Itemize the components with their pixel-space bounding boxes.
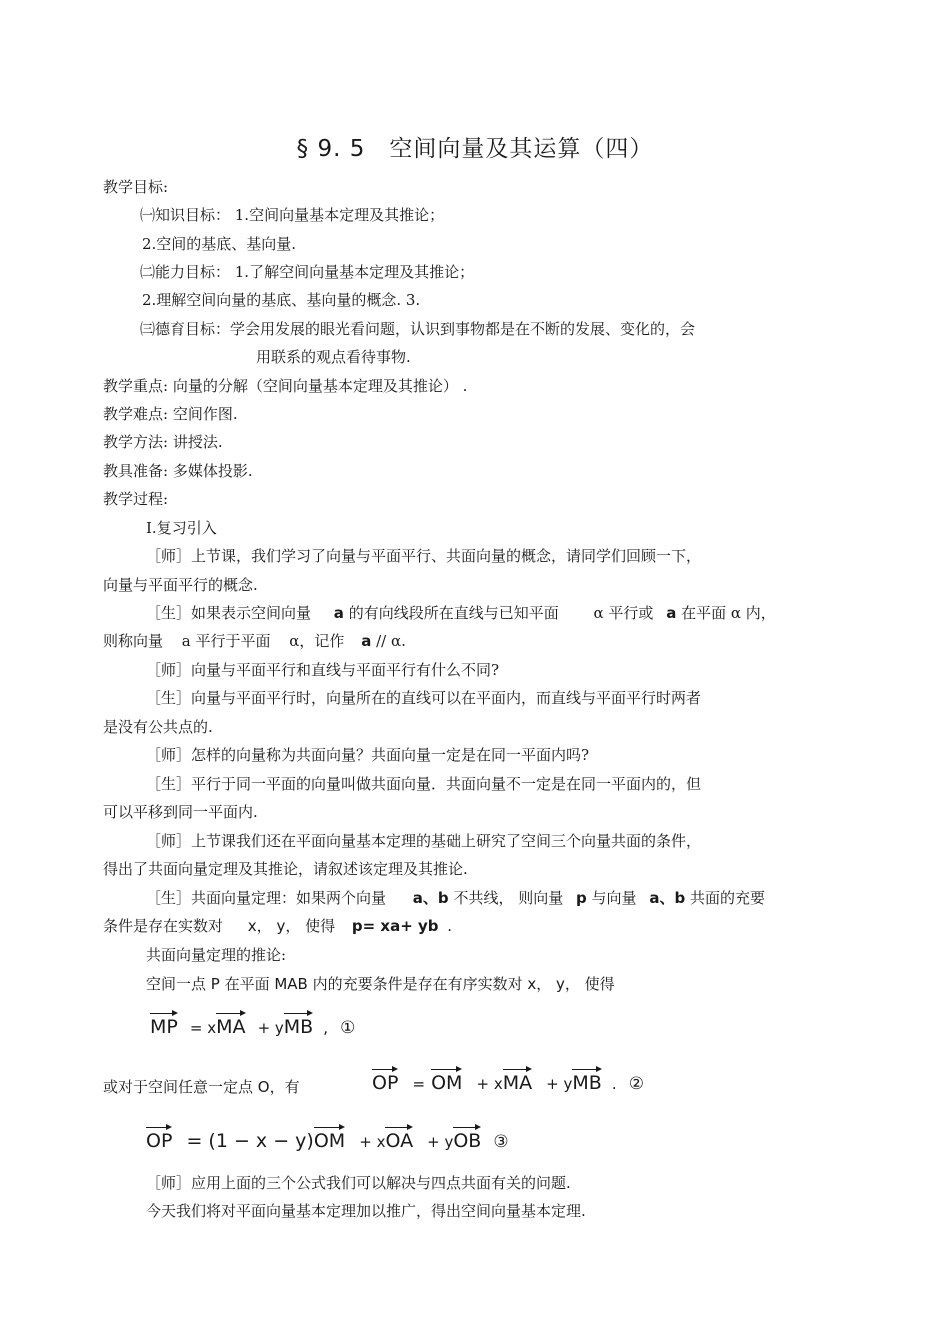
moral-objective-1: ㈢德育目标：学会用发展的眼光看问题，认识到事物都是在不断的发展、变化的，会 bbox=[140, 320, 696, 338]
text-segment: 的有向线段所在直线与已知平面 bbox=[348, 604, 559, 622]
vector-a-bold: a bbox=[666, 604, 677, 622]
formula-1 bbox=[150, 1016, 355, 1038]
text-segment: x， y， 使得 bbox=[247, 917, 336, 935]
vector-mb: MB bbox=[283, 1016, 314, 1038]
teacher-line-1b: 向量与平面平行的概念. bbox=[103, 576, 258, 594]
moral-objective-2: 用联系的观点看待事物. bbox=[256, 348, 411, 366]
formula-punctuation: . bbox=[611, 1075, 617, 1093]
student-line-1b bbox=[103, 630, 406, 652]
text-segment: 不共线， 则向量 bbox=[453, 889, 564, 907]
closing-line: 今天我们将对平面向量基本定理加以推广，得出空间向量基本定理. bbox=[146, 1202, 586, 1220]
coplanar-formula: p= xa+ yb bbox=[351, 917, 439, 935]
teacher-line-5: ［师］应用上面的三个公式我们可以解决与四点共面有关的问题. bbox=[146, 1174, 571, 1192]
student-line-3b: 可以平移到同一平面内. bbox=[103, 803, 258, 821]
teaching-focus: 教学重点: 向量的分解（空间向量基本定理及其推论） . bbox=[103, 377, 468, 395]
vector-a-bold: a bbox=[361, 632, 372, 650]
vector-a-bold: a bbox=[333, 604, 344, 622]
formula-operator: + y bbox=[546, 1075, 573, 1093]
formula-operator: + y bbox=[257, 1019, 284, 1037]
equation-number: ② bbox=[628, 1074, 644, 1094]
teaching-process: 教学过程: bbox=[103, 490, 169, 508]
vector-om: OM bbox=[313, 1130, 346, 1152]
text-segment: a 平行于平面 bbox=[181, 632, 271, 650]
text-segment: // α. bbox=[376, 632, 406, 650]
text-segment: 与向量 bbox=[591, 889, 637, 907]
student-line-4b bbox=[103, 915, 452, 937]
vector-ma: MA bbox=[216, 1016, 246, 1038]
student-line-1a bbox=[146, 602, 776, 624]
text-segment: 条件是存在实数对 bbox=[103, 917, 224, 935]
formula-operator: = (1 − x − y) bbox=[186, 1130, 314, 1152]
vector-ob: OB bbox=[453, 1130, 482, 1152]
teaching-method: 教学方法: 讲授法. bbox=[103, 433, 223, 451]
vector-oa: OA bbox=[385, 1130, 414, 1152]
teacher-line-2: ［师］向量与平面平行和直线与平面平行有什么不同? bbox=[146, 661, 500, 679]
formula-operator: + x bbox=[359, 1133, 386, 1151]
teaching-tools: 教具准备: 多媒体投影. bbox=[103, 462, 253, 480]
teacher-line-4b: 得出了共面向量定理及其推论，请叙述该定理及其推论. bbox=[103, 860, 468, 878]
ability-objective-1: ㈡能力目标： 1.了解空间向量基本定理及其推论； bbox=[140, 263, 475, 281]
vector-mb: MB bbox=[572, 1072, 602, 1094]
formula-3 bbox=[146, 1130, 509, 1152]
formula-punctuation: , bbox=[323, 1019, 329, 1037]
text-segment: . bbox=[447, 917, 453, 935]
text-segment: 在平面 α 内， bbox=[681, 604, 776, 622]
text-segment: ［生］如果表示空间向量 bbox=[146, 604, 312, 622]
formula-2 bbox=[372, 1072, 644, 1094]
formula-operator: = bbox=[412, 1075, 426, 1093]
vector-ma: MA bbox=[502, 1072, 533, 1094]
vectors-ab-bold: a、b bbox=[649, 889, 686, 907]
objectives-heading: 教学目标: bbox=[103, 178, 169, 196]
vector-op: OP bbox=[372, 1072, 399, 1094]
formula-operator: + x bbox=[476, 1075, 503, 1093]
document-title: § 9. 5 空间向量及其运算（四） bbox=[296, 136, 654, 162]
text-segment: 则称向量 bbox=[103, 632, 164, 650]
student-line-2a: ［生］向量与平面平行时，向量所在的直线可以在平面内，而直线与平面平行时两者 bbox=[146, 689, 702, 707]
section-review-intro: Ⅰ.复习引入 bbox=[146, 519, 217, 537]
equation-number: ① bbox=[340, 1018, 356, 1038]
ability-objective-2: 2.理解空间向量的基底、基向量的概念. 3. bbox=[142, 291, 421, 309]
knowledge-objective-2: 2.空间的基底、基向量. bbox=[142, 235, 297, 253]
teacher-line-4a: ［师］上节课我们还在平面向量基本定理的基础上研究了空间三个向量共面的条件， bbox=[146, 832, 702, 850]
teaching-difficulty: 教学难点: 空间作图. bbox=[103, 405, 238, 423]
text-segment: ［生］共面向量定理：如果两个向量 bbox=[146, 889, 387, 907]
equation-number: ③ bbox=[493, 1132, 509, 1152]
text-segment: α 平行或 bbox=[593, 604, 654, 622]
knowledge-objective-1: ㈠知识目标： 1.空间向量基本定理及其推论； bbox=[140, 206, 445, 224]
text-segment: 共面的充要 bbox=[690, 889, 766, 907]
corollary-statement: 空间一点 P 在平面 MAB 内的充要条件是存在有序实数对 x， y， 使得 bbox=[146, 975, 615, 993]
vectors-ab-bold: a、b bbox=[412, 889, 449, 907]
vector-om: OM bbox=[431, 1072, 463, 1094]
teacher-line-3: ［师］怎样的向量称为共面向量？共面向量一定是在同一平面内吗? bbox=[146, 746, 590, 764]
text-segment: α，记作 bbox=[289, 632, 345, 650]
student-line-3a: ［生］平行于同一平面的向量叫做共面向量．共面向量不一定是在同一平面内的，但 bbox=[146, 775, 702, 793]
teacher-line-1a: ［师］上节课，我们学习了向量与平面平行、共面向量的概念，请同学们回顾一下， bbox=[146, 547, 702, 565]
student-line-2b: 是没有公共点的. bbox=[103, 718, 213, 736]
vector-p-bold: p bbox=[576, 889, 587, 907]
student-line-4a bbox=[146, 887, 765, 909]
formula-operator: = x bbox=[189, 1019, 217, 1037]
formula-2-prefix: 或对于空间任意一定点 O，有 bbox=[103, 1078, 300, 1096]
formula-operator: + y bbox=[427, 1133, 454, 1151]
vector-mp: MP bbox=[150, 1016, 178, 1038]
vector-op: OP bbox=[146, 1130, 173, 1152]
corollary-heading: 共面向量定理的推论: bbox=[146, 946, 287, 964]
